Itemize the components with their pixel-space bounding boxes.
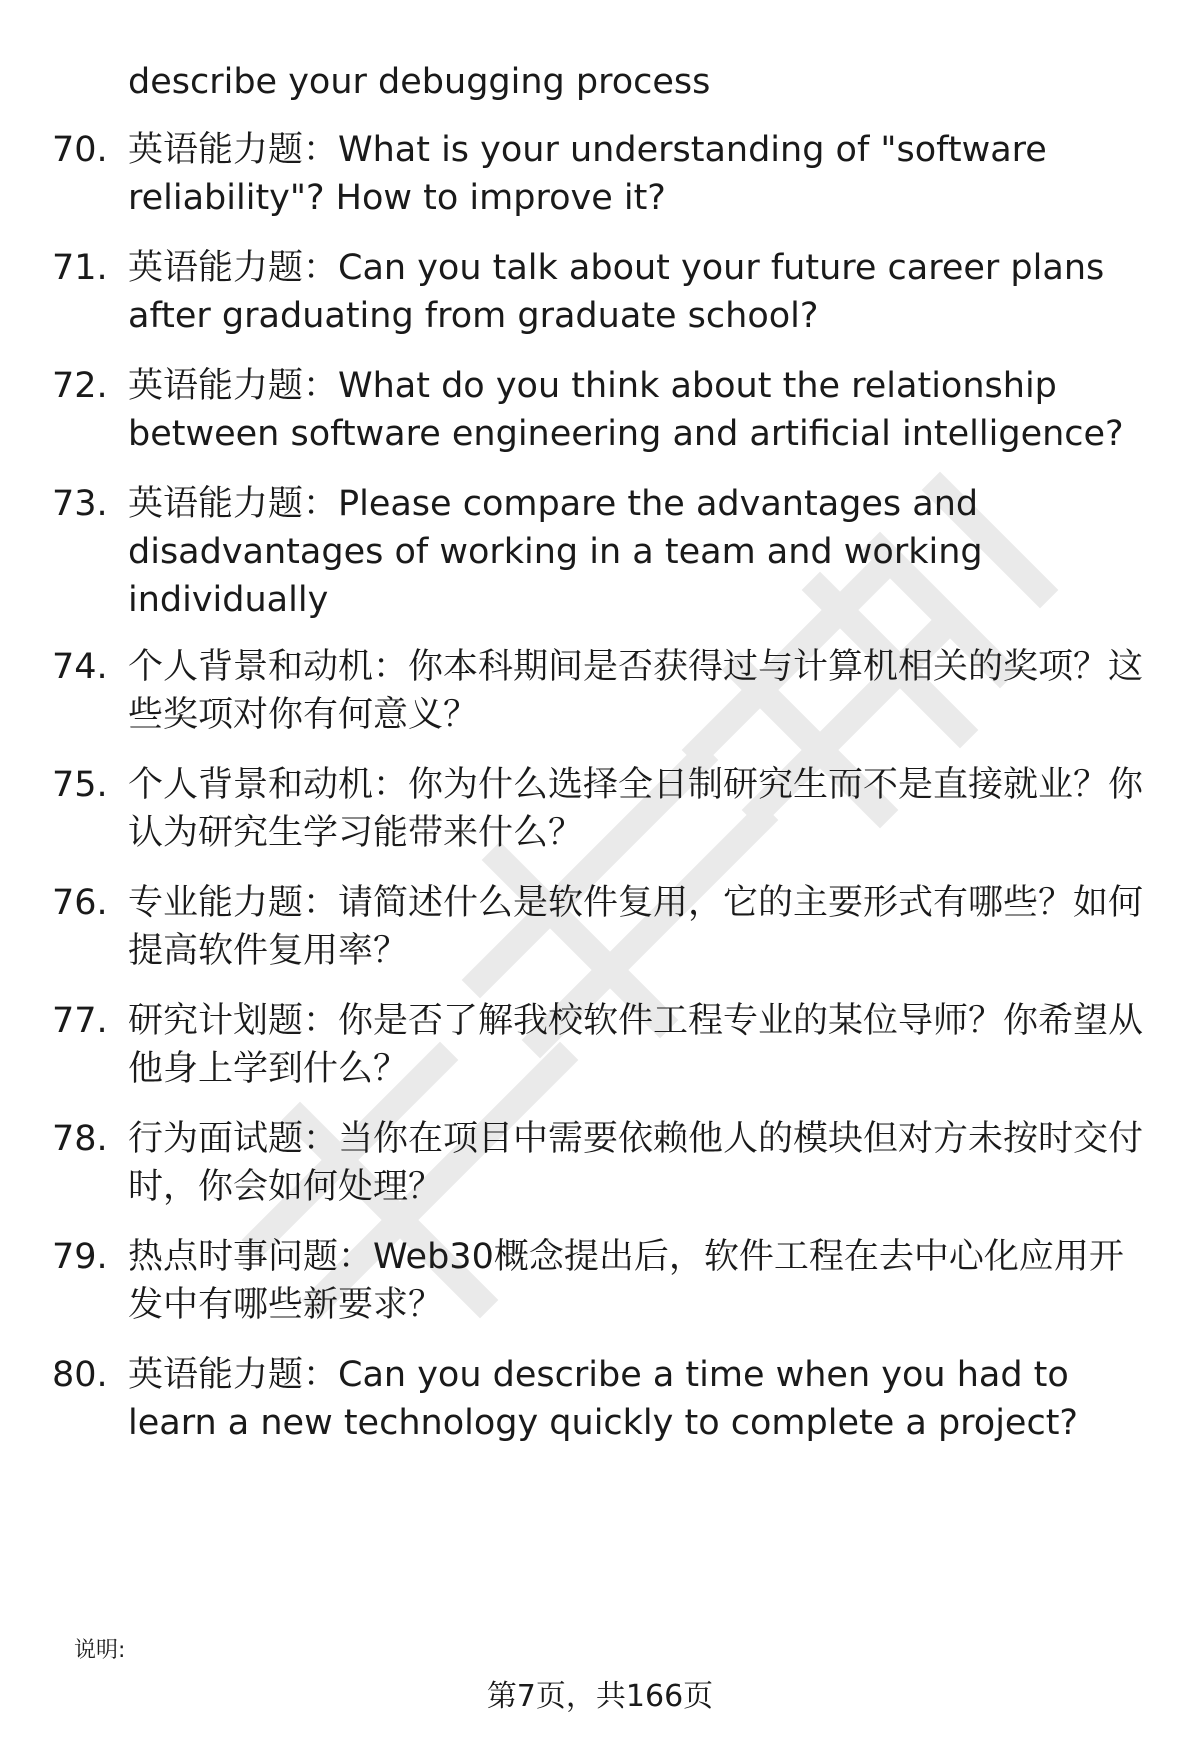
question-text: 个人背景和动机：你本科期间是否获得过与计算机相关的奖项？这些奖项对你有何意义？ <box>128 647 1144 735</box>
question-number: 72. <box>52 366 108 406</box>
question-text: 英语能力题：Can you describe a time when you had to learn a new technology quickly to complete a project? <box>128 1355 1078 1443</box>
question-number: 73. <box>52 484 108 524</box>
note-label: 说明: <box>74 1638 126 1663</box>
question-text: 英语能力题：What is your understanding of "software reliability"? How to improve it? <box>128 130 1047 218</box>
question-number: 77. <box>52 1001 108 1041</box>
question-number: 71. <box>52 248 108 288</box>
question-text: 研究计划题：你是否了解我校软件工程专业的某位导师？你希望从他身上学到什么？ <box>128 1001 1144 1089</box>
question-text: 英语能力题：What do you think about the relationship between software engineering and artificial intelligence? <box>128 366 1124 454</box>
question-number: 76. <box>52 883 108 923</box>
question-text: 热点时事问题：Web30概念提出后，软件工程在去中心化应用开发中有哪些新要求？ <box>128 1237 1124 1325</box>
question-number: 75. <box>52 765 108 805</box>
continuation-text: describe your debugging process <box>128 62 711 102</box>
question-text: 专业能力题：请简述什么是软件复用，它的主要形式有哪些？如何提高软件复用率？ <box>128 883 1144 971</box>
question-number: 70. <box>52 130 108 170</box>
question-text: 英语能力题：Please compare the advantages and disadvantages of working in a team and working individually <box>128 484 983 620</box>
page-footer: 第7页，共166页 <box>486 1679 714 1714</box>
question-number: 78. <box>52 1119 108 1159</box>
question-number: 79. <box>52 1237 108 1277</box>
question-text: 个人背景和动机：你为什么选择全日制研究生而不是直接就业？你认为研究生学习能带来什么？ <box>128 765 1144 853</box>
question-number: 80. <box>52 1355 108 1395</box>
question-text: 行为面试题：当你在项目中需要依赖他人的模块但对方未按时交付时，你会如何处理？ <box>128 1119 1144 1207</box>
question-number: 74. <box>52 647 108 687</box>
question-text: 英语能力题：Can you talk about your future career plans after graduating from graduate school? <box>128 248 1105 336</box>
